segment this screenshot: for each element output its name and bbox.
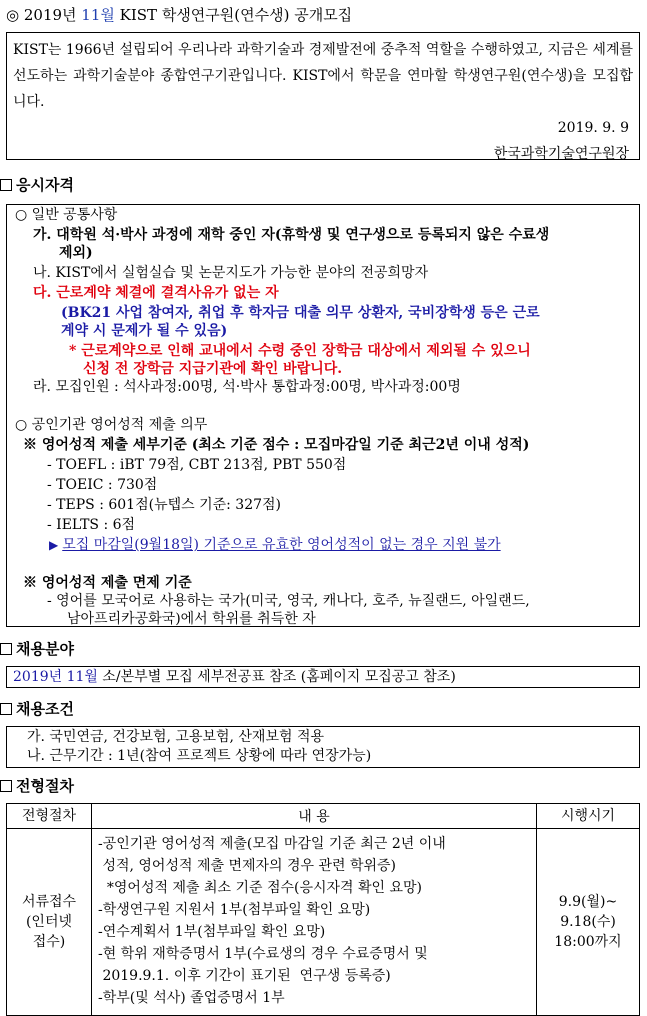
- header-period: 시행시기: [537, 804, 640, 829]
- qualification-box: [6, 204, 640, 627]
- score-toefl: - TOEFL : iBT 79점, CBT 213점, PBT 550점: [47, 457, 347, 473]
- intro-issuer: 한국과학기술연구원장: [493, 146, 629, 162]
- period-cell: 9.9(월)~ 9.18(수) 18:00까지: [537, 829, 640, 1016]
- header-stage: 전형절차: [7, 804, 92, 829]
- req-da-note-line2: 신청 전 장학금 지급기관에 확인 바랍니다.: [83, 361, 343, 377]
- english-heading: ○ 공인기관 영어성적 제출 의무: [15, 417, 208, 433]
- req-da: 다. 근로계약 체결에 결격사유가 없는 자: [33, 285, 279, 301]
- req-da-sub-line2: 계약 시 문제가 될 수 있음): [61, 323, 228, 339]
- square-bullet-icon: [0, 703, 12, 715]
- process-table: [6, 803, 640, 1016]
- condition-box: [6, 726, 640, 768]
- general-heading: ○ 일반 공통사항: [15, 207, 118, 223]
- section-field-heading: 채용분야: [0, 638, 74, 659]
- req-ga-line2: 제외): [59, 245, 93, 261]
- content-cell: -공인기관 영어성적 제출(모집 마감일 기준 최근 2년 이내 성적, 영어성적 제출 면제자의 경우 관련 학위증) *영어성적 제출 최소 기준 점수(응시자격 확인 요망) -학생연구원 지원서 1부(첨부파일 확인 요망) -연수계획서 1부(첨부파일 확인 요망) -현 학위 재학증명서 1부(수료생의 경우 수료증명서 및 2019.9.1. 이후 기간이 표기된 연구생 등록증) -학부(및 석사) 졸업증명서 1부: [92, 829, 537, 1016]
- stage-cell: 서류접수 (인터넷 접수): [7, 829, 92, 1016]
- req-ra: 라. 모집인원 : 석사과정:00명, 석·박사 통합과정:00명, 박사과정:00명: [33, 379, 461, 395]
- english-criteria: ※ 영어성적 제출 세부기준 (최소 기준 점수 : 모집마감일 기준 최근2년 이내 성적): [23, 437, 530, 453]
- triangle-right-icon: ▶: [49, 538, 59, 552]
- table-row: [7, 829, 640, 1016]
- score-teps: - TEPS : 601점(뉴텝스 기준: 327점): [47, 497, 282, 513]
- exempt-line2: 남아프리카공화국)에서 학위를 취득한 자: [67, 611, 316, 627]
- section-qualification-heading: 응시자격: [0, 174, 74, 195]
- field-month: 2019년 11월: [13, 669, 98, 685]
- exempt-line1: - 영어를 모국어로 사용하는 국가(미국, 영국, 캐나다, 호주, 뉴질랜드, 아일랜드,: [47, 593, 530, 609]
- header-content: 내 용: [92, 804, 537, 829]
- intro-text: KIST는 1966년 설립되어 우리나라 과학기술과 경제발전에 중추적 역할을 수행하였고, 지금은 세계를 선도하는 과학기술분야 종합연구기관입니다. KIST에서 학문을 연마할 학생연구원(연수생)을 모집합니다.: [13, 42, 633, 110]
- intro-date: 2019. 9. 9: [557, 120, 629, 136]
- req-da-sub-line1: (BK21 사업 참여자, 취업 후 학자금 대출 의무 상환자, 국비장학생 등은 근로: [61, 305, 540, 321]
- condition-na: 나. 근무기간 : 1년(참여 프로젝트 상황에 따라 연장가능): [27, 748, 372, 764]
- square-bullet-icon: [0, 780, 12, 792]
- score-ielts: - IELTS : 6점: [47, 517, 136, 533]
- deadline-note: ▶ 모집 마감일(9월18일) 기준으로 유효한 영어성적이 없는 경우 지원 불가: [49, 537, 501, 553]
- condition-ga: 가. 국민연금, 건강보험, 고용보험, 산재보험 적용: [27, 729, 325, 745]
- score-toeic: - TOEIC : 730점: [47, 477, 158, 493]
- section-process-heading: 전형절차: [0, 775, 74, 796]
- intro-box: [6, 32, 640, 160]
- title-month: 11월: [81, 6, 115, 24]
- req-da-note-line1: * 근로계약으로 인해 교내에서 수령 중인 장학금 대상에서 제외될 수 있으니: [69, 343, 531, 359]
- req-na: 나. KIST에서 실험실습 및 논문지도가 가능한 분야의 전공희망자: [33, 265, 429, 281]
- section-condition-heading: 채용조건: [0, 698, 74, 719]
- req-ga-line1: 가. 대학원 석·박사 과정에 재학 중인 자(휴학생 및 연구생으로 등록되지 않은 수료생: [33, 227, 550, 243]
- table-header-row: [7, 804, 640, 829]
- field-box: 2019년 11월 소/본부별 모집 세부전공표 참조 (홈페이지 모집공고 참조): [6, 666, 640, 688]
- exempt-heading: ※ 영어성적 제출 면제 기준: [23, 575, 192, 591]
- square-bullet-icon: [0, 643, 12, 655]
- square-bullet-icon: [0, 179, 12, 191]
- page-title: ◎ 2019년 11월 KIST 학생연구원(연수생) 공개모집: [6, 6, 353, 24]
